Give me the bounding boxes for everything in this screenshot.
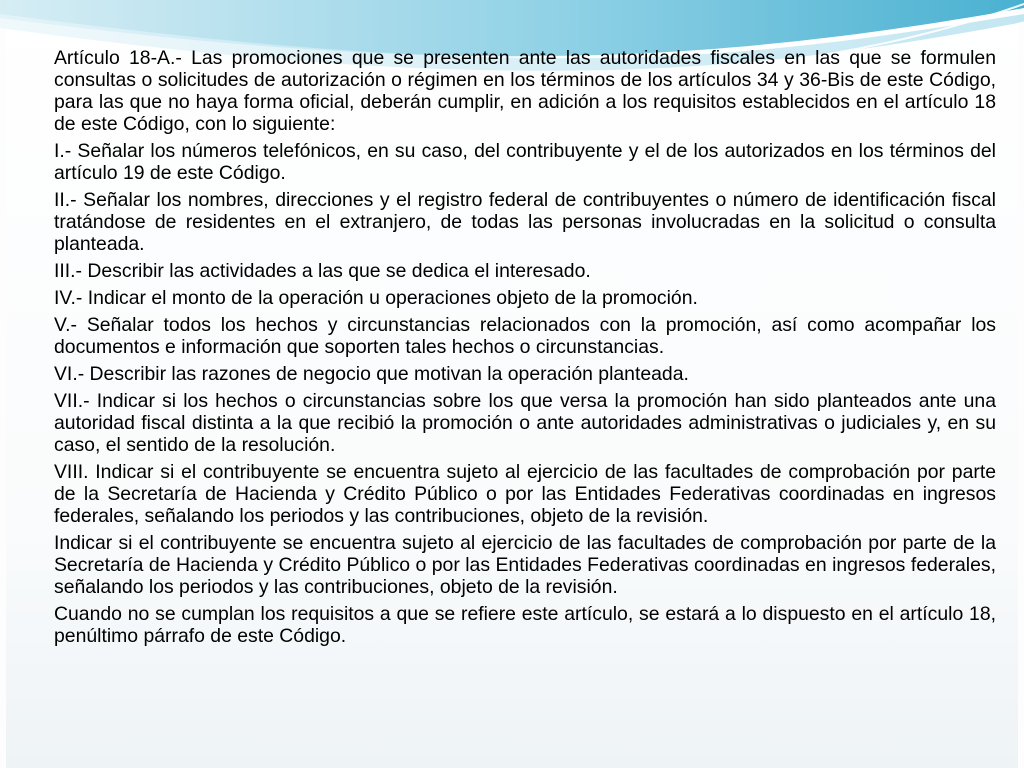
closing-paragraph: Cuando no se cumplan los requisitos a que se refiere este artículo, se estará a lo dispuesto en el artículo 18, penúltimo párrafo de este Código. [54,603,996,647]
requirement-item: V.- Señalar todos los hechos y circunstancias relacionados con la promoción, así como acompañar los documentos e información que soporten tales hechos o circunstancias. [54,314,996,358]
article-body [54,47,996,652]
article-heading: Artículo 18-A [54,47,170,69]
requirement-item: VII.- Indicar si los hechos o circunstancias sobre los que versa la promoción han sido planteados ante una autoridad fiscal distinta a la que recibió la promoción o ante autoridades administrativas o judiciales y, en su caso, el sentido de la resolución. [54,390,996,456]
article-intro [54,47,996,135]
requirement-item: I.- Señalar los números telefónicos, en su caso, del contribuyente y el de los autorizados en los términos del artículo 19 de este Código. [54,140,996,184]
requirement-item: III.- Describir las actividades a las que se dedica el interesado. [54,260,591,282]
requirement-item: VI.- Describir las razones de negocio que motivan la operación planteada. [54,363,689,385]
requirement-item: IV.- Indicar el monto de la operación u operaciones objeto de la promoción. [54,287,698,309]
article-intro-text: .- Las promociones que se presenten ante las autoridades fiscales en las que se formulen consultas o solicitudes de autorización o régimen en los términos de los artículos 34 y 36-Bis de este Código, para las que no haya forma oficial, deberán cumplir, en adición a los requisitos establecidos en el artículo 18 de este Código, con lo siguiente: [54,47,996,135]
requirement-item: VIII. Indicar si el contribuyente se encuentra sujeto al ejercicio de las facultades de comprobación por parte de la Secretaría de Hacienda y Crédito Público o por las Entidades Federativas coordinadas en ingresos federales, señalando los periodos y las contribuciones, objeto de la revisión. [54,461,996,527]
requirement-item: II.- Señalar los nombres, direcciones y el registro federal de contribuyentes o número de identificación fiscal tratándose de residentes en el extranjero, de todas las personas involucradas en la solicitud o consulta planteada. [54,189,996,255]
requirement-item: Indicar si el contribuyente se encuentra sujeto al ejercicio de las facultades de comprobación por parte de la Secretaría de Hacienda y Crédito Público o por las Entidades Federativas coordinadas en ingresos federales, señalando los periodos y las contribuciones, objeto de la revisión. [54,532,996,598]
